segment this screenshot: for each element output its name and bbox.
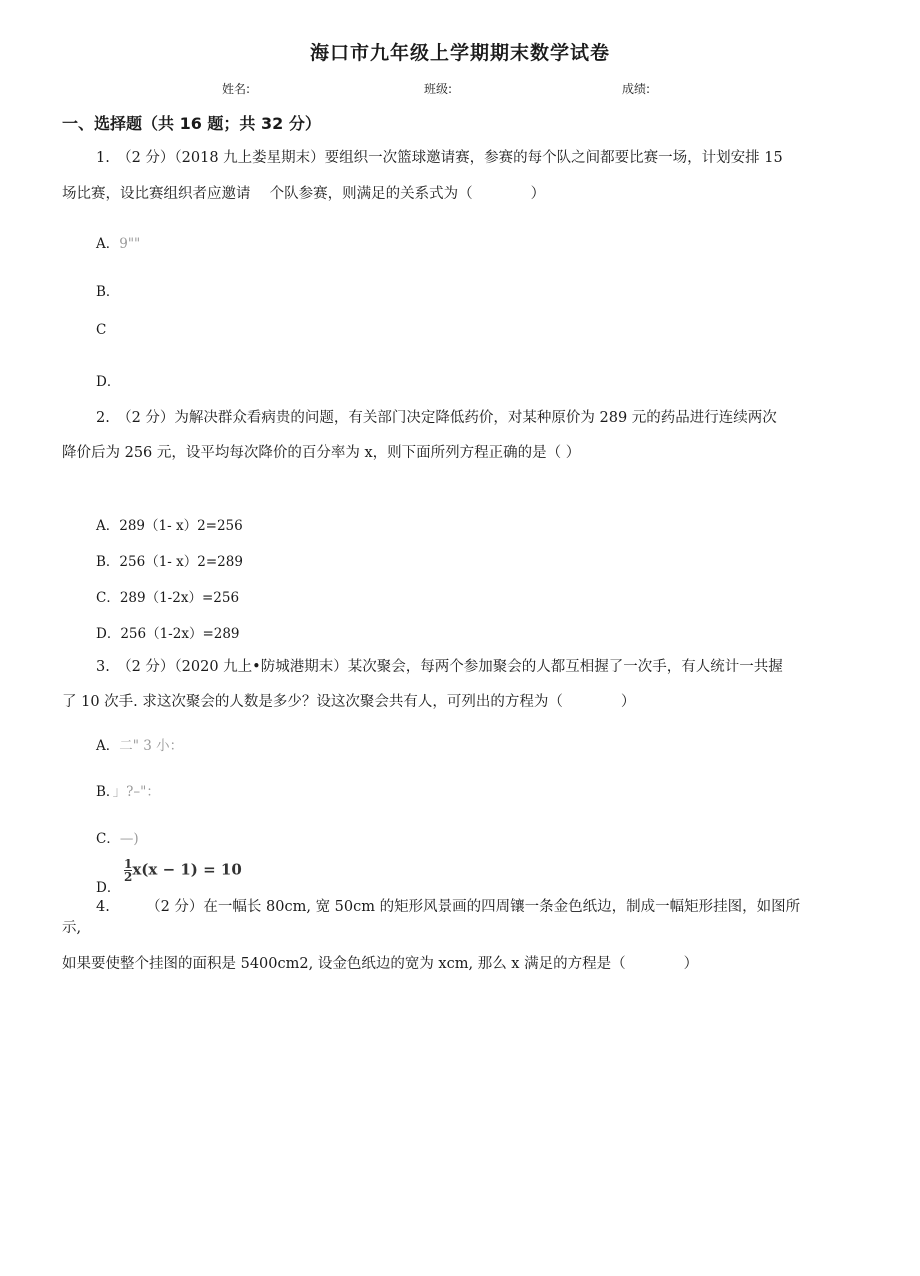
question-3-option-c bbox=[96, 827, 139, 847]
question-2-option-b: B．256（1- x）2=289 bbox=[96, 554, 243, 570]
option-value: 」?–"： bbox=[112, 784, 160, 800]
fraction-denominator: 2 bbox=[124, 870, 133, 884]
name-label: 姓名: bbox=[222, 82, 251, 96]
question-1-line2: 场比赛，设比赛组织者应邀请 个队参赛，则满足的关系式为（ ） bbox=[62, 186, 546, 202]
option-label: C． bbox=[96, 831, 120, 847]
question-3-option-a bbox=[96, 734, 183, 754]
question-4-line3: 如果要使整个挂图的面积是 5400cm2, 设金色纸边的宽为 xcm, 那么 x 满足的方程是（ ） bbox=[62, 956, 699, 972]
option-value: —) bbox=[119, 831, 139, 847]
question-3-line2: 了 10 次手. 求这次聚会的人数是多少？设这次聚会共有人，可列出的方程为（ ） bbox=[62, 694, 636, 710]
class-label: 班级: bbox=[424, 82, 453, 96]
option-label: B． bbox=[96, 784, 113, 800]
question-1-option-b: B． bbox=[96, 284, 120, 300]
question-3-line1: 3. （2 分）（2020 九上•防城港期末）某次聚会，每两个参加聚会的人都互相握了一次手，有人统计一共握 bbox=[96, 659, 783, 675]
section-heading: 一、选择题（共 16 题；共 32 分） bbox=[62, 114, 321, 133]
question-2-option-a: A．289（1- x）2=256 bbox=[96, 518, 243, 534]
question-1-option-c: C bbox=[96, 322, 107, 338]
question-3-option-d-label: D． bbox=[96, 880, 121, 896]
question-2-line2: 降价后为 256 元，设平均每次降价的百分率为 x，则下面所列方程正确的是（ ） bbox=[62, 445, 581, 461]
option-value: 9"" bbox=[119, 236, 141, 252]
option-label: A． bbox=[96, 236, 120, 252]
page-title: 海口市九年级上学期期末数学试卷 bbox=[309, 42, 610, 64]
question-2-option-c: C．289（1-2x）=256 bbox=[96, 590, 240, 606]
question-4-line2: 示, bbox=[62, 920, 82, 936]
question-1-option-a bbox=[96, 232, 140, 252]
question-1-option-d: D． bbox=[96, 374, 121, 390]
option-label: A． bbox=[96, 738, 120, 754]
question-2-line1: 2. （2 分）为解决群众看病贵的问题，有关部门决定降低药价，对某种原价为 289 元的药品进行连续两次 bbox=[96, 410, 777, 426]
fraction-numerator: 1 bbox=[124, 857, 133, 871]
question-3-option-b bbox=[96, 780, 160, 800]
question-4-line1: 4. （2 分）在一幅长 80cm, 宽 50cm 的矩形风景画的四周镶一条金色纸边，制成一幅矩形挂图，如图所 bbox=[96, 899, 801, 915]
option-value: 二" 3 小： bbox=[119, 738, 184, 754]
question-1-line1: 1. （2 分）（2018 九上娄星期末）要组织一次篮球邀请赛，参赛的每个队之间都要比赛一场，计划安排 15 bbox=[96, 150, 783, 166]
question-2-option-d: D．256（1-2x）=289 bbox=[96, 626, 240, 642]
formula-body: x(x − 1) = 10 bbox=[132, 860, 242, 879]
question-3-option-d-formula bbox=[124, 858, 242, 883]
score-label: 成绩: bbox=[622, 82, 651, 96]
